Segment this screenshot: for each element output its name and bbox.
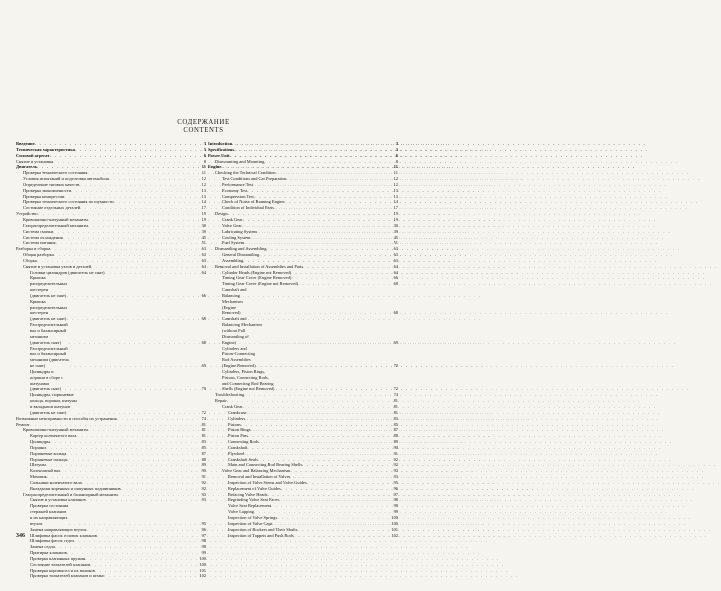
toc-entry-page: 81 xyxy=(393,398,398,404)
toc-entry-page: 63 xyxy=(393,257,398,263)
toc-entry-title: Inspection of Valve Springs xyxy=(228,515,278,520)
toc-entry-title: Test Conditions and Car Preparation xyxy=(222,176,287,182)
dot-leader xyxy=(254,310,388,316)
toc-entry-page: 102 xyxy=(199,573,206,579)
toc-entry-page: 14 xyxy=(393,199,398,205)
toc-entry-page: 45 xyxy=(201,234,206,240)
toc-entry-title: Замена седла xyxy=(30,544,55,550)
contents-heading-en: CONTENTS xyxy=(183,127,224,134)
toc-entry-page: 92 xyxy=(393,462,398,468)
toc-entry-ru[interactable] xyxy=(16,322,206,345)
toc-entry-page: 51 xyxy=(201,240,206,246)
toc-entry-page: 83 xyxy=(393,415,398,421)
toc-entry-page: 98 xyxy=(201,544,206,550)
toc-entry-title: Система питания xyxy=(23,240,56,246)
toc-entry-title: Снятие и установка клапанов xyxy=(30,497,86,503)
toc-entry-page: 64 xyxy=(201,263,206,269)
toc-entry-title: Dismounting and Mounting xyxy=(215,158,265,164)
toc-entry-page: 98 xyxy=(393,497,398,503)
page-number: 346 xyxy=(16,533,25,539)
toc-entry-title: Crankcase xyxy=(228,409,247,415)
toc-entry-title: Кривошипно-шатунный механизм xyxy=(23,216,88,222)
toc-entry-page: 92 xyxy=(393,456,398,462)
toc-entry-page: 3 xyxy=(203,146,206,152)
dot-leader xyxy=(262,340,388,346)
toc-entry-title: Introduction xyxy=(208,141,233,146)
toc-entry-page: 64 xyxy=(393,269,398,275)
toc-entry-page: 100 xyxy=(391,520,398,526)
toc-entry-page: 93 xyxy=(393,474,398,480)
toc-entry-page: 72 xyxy=(393,386,398,392)
toc-entry-title: Техническая характеристика xyxy=(16,146,75,152)
toc-entry-title: Inspection of Valve Caps xyxy=(228,520,273,526)
toc-entry-ru[interactable] xyxy=(16,503,206,526)
toc-entry-en[interactable] xyxy=(208,346,398,369)
toc-entry-title: Проверка состояния стержней клапанов и их направляющих втулок xyxy=(30,503,69,526)
toc-entry-title: Camshaft and Balancing Mechanism (Engine Removed) xyxy=(222,287,247,316)
toc-entry-page: 81 xyxy=(393,409,398,415)
toc-entry-title: Assembling xyxy=(222,257,244,263)
toc-entry-page: 68 xyxy=(393,281,398,287)
toc-entry-title: Compression Test xyxy=(222,193,254,199)
toc-entry-page: 19 xyxy=(201,211,206,217)
toc-entry-title: Газораспределительный и балансирный механизм xyxy=(23,491,118,497)
toc-entry-page: 64 xyxy=(393,263,398,269)
toc-entry-page: 98 xyxy=(201,538,206,544)
dot-leader xyxy=(69,340,196,346)
toc-entry-page: 39 xyxy=(201,228,206,234)
toc-entry-page: 3 xyxy=(395,141,398,146)
dot-leader xyxy=(86,497,196,503)
toc-entry-ru[interactable] xyxy=(16,369,206,392)
toc-entry-page: 3 xyxy=(203,141,206,146)
toc-entry-page: 81 xyxy=(393,403,398,409)
toc-entry-page: 14 xyxy=(201,199,206,205)
toc-entry-title: Flywheel xyxy=(228,450,245,456)
toc-entry-title: Двигатель xyxy=(16,164,38,170)
toc-entry-title: Проверка технического состояния по шумности xyxy=(23,199,114,205)
toc-entry-title: Крышка распределительных шестерен (двигатель не снят) xyxy=(30,275,68,298)
toc-entry-page: 91 xyxy=(201,474,206,480)
toc-entry-title: Сборка xyxy=(23,257,37,263)
toc-entry-page: 63 xyxy=(201,246,206,252)
toc-entry-title: Checking the Technical Condition xyxy=(215,170,276,176)
dot-leader xyxy=(298,281,388,287)
toc-column-english xyxy=(208,141,398,538)
toc-entry-page: 8 xyxy=(395,158,398,164)
toc-entry-title: Valve Lapping xyxy=(228,509,255,515)
toc-entry-page: 11 xyxy=(393,164,398,170)
toc-entry-page: 96 xyxy=(201,526,206,532)
toc-entry-title: Вкладыши коренных и шатунных подшипников xyxy=(30,485,121,491)
toc-entry-page: 101 xyxy=(199,567,206,573)
toc-entry-title: Check of Noise of Running Engine xyxy=(222,199,285,205)
dot-leader xyxy=(70,363,196,369)
toc-entry-title: Lubricating System xyxy=(222,228,257,234)
toc-entry-title: Проверка компрессии xyxy=(23,193,65,199)
toc-entry-page: 45 xyxy=(393,234,398,240)
toc-entry-page: 96 xyxy=(393,485,398,491)
toc-entry-page: 92 xyxy=(201,485,206,491)
toc-entry-page: 11 xyxy=(201,164,206,170)
toc-entry-page: 6 xyxy=(203,152,206,158)
toc-entry-page: 12 xyxy=(393,176,398,182)
toc-entry-page: 70 xyxy=(393,363,398,369)
toc-entry-title: Цилиндры и поршни в сборе с шатунами (двигатель снят) xyxy=(30,368,64,392)
toc-entry-page: 92 xyxy=(201,479,206,485)
toc-entry-page: 68 xyxy=(201,316,206,322)
toc-entry-page: 64 xyxy=(201,269,206,275)
toc-entry-title: Camshaft and Balancing Mechanism (without Full Dismantling of Engine) xyxy=(222,316,262,345)
toc-entry-title: Design xyxy=(215,211,228,217)
toc-entry-page: 3 xyxy=(395,146,398,152)
toc-entry-page: 69 xyxy=(201,363,206,369)
dot-leader xyxy=(65,386,196,392)
toc-entry-page: 95 xyxy=(201,520,206,526)
toc-entry-title: Fuel System xyxy=(222,240,245,246)
toc-entry-title: Removal and Installation of Valves xyxy=(228,474,291,480)
toc-entry-page: 30 xyxy=(393,222,398,228)
toc-entry-page: 17 xyxy=(393,205,398,211)
toc-entry-title: Inspection of Tappets and Push Rods xyxy=(228,532,294,538)
toc-entry-title: Распределительный вал и балансирный механизм (двигатель снят) xyxy=(30,322,68,345)
toc-entry-page: 74 xyxy=(393,392,398,398)
toc-entry-page: 69 xyxy=(393,339,398,345)
toc-entry-title: Cylinder Heads (Engine not Removed) xyxy=(222,269,292,275)
toc-entry-title: Проверка клапанных пружин xyxy=(30,555,86,561)
toc-entry-title: Connecting Rods xyxy=(228,439,259,445)
toc-entry-title: Проверка технического состояния xyxy=(23,170,88,176)
toc-entry-page: 68 xyxy=(393,310,398,316)
toc-entry-title: Картер коленчатого вала xyxy=(30,433,77,439)
toc-entry-title: General Dismantling xyxy=(222,252,260,258)
toc-entry-title: Состояние толкателей клапанов xyxy=(30,561,91,567)
toc-entry-title: Крышка распределительных шестерен (двигатель не снят) xyxy=(30,298,68,322)
toc-entry-page: 90 xyxy=(393,444,398,450)
toc-entry-page: 19 xyxy=(201,216,206,222)
toc-entry-page: 66 xyxy=(201,292,206,298)
toc-entry-title: Cylinders xyxy=(228,415,246,421)
toc-entry-page: 89 xyxy=(393,439,398,445)
toc-entry-title: Piston Pins xyxy=(228,433,248,439)
toc-entry-title: Cylinders and Piston-Connecting Rod Assemblies (Engine Removed) xyxy=(222,345,256,369)
toc-entry-page: 13 xyxy=(393,193,398,199)
toc-entry-page: 85 xyxy=(393,421,398,427)
toc-entry-ru[interactable] xyxy=(16,392,206,415)
toc-entry-page: 99 xyxy=(393,509,398,515)
toc-entry-title: Проверка коромысел и их валиков xyxy=(30,567,95,573)
toc-entry-title: Removal and Installation of Assemblies and Parts xyxy=(215,263,304,269)
dot-leader xyxy=(104,573,196,579)
toc-entry-page: 89 xyxy=(201,462,206,468)
toc-entry-title: Cylinders, Piston Rings, Pistons, Connecting Rods, and Connecting Rod Bearing Shells (Engine not Removed) xyxy=(222,368,275,392)
toc-entry-page: 63 xyxy=(393,246,398,252)
toc-entry-title: Снятие и установка xyxy=(16,158,54,164)
toc-column-russian xyxy=(16,141,206,579)
toc-entry-title: Main and Connecting Rod Bearing Shells xyxy=(228,462,303,468)
toc-entry-page: 72 xyxy=(201,409,206,415)
toc-entry-en[interactable] xyxy=(208,533,398,539)
toc-entry-title: Силовой агрегат xyxy=(16,152,50,158)
toc-entry-title: Crank Gear xyxy=(222,216,243,222)
toc-entry-title: Цилиндры xyxy=(30,439,51,445)
toc-entry-title: Timing Gear Cover (Engine not Removed) xyxy=(222,281,299,287)
toc-entry-page: 81 xyxy=(201,421,206,427)
toc-entry-page: 93 xyxy=(201,491,206,497)
toc-entry-page: 12 xyxy=(201,176,206,182)
toc-entry-title: Общая разборка xyxy=(23,252,54,258)
toc-entry-page: 97 xyxy=(201,532,206,538)
toc-entry-title: Поршневые пальцы xyxy=(30,456,68,462)
toc-entry-title: Replacement of Valve Guides xyxy=(228,485,281,491)
toc-entry-page: 100 xyxy=(199,561,206,567)
toc-entry-title: Condition of Individual Parts xyxy=(222,205,274,211)
toc-entry-title: Valve Seat Replacement xyxy=(228,503,272,509)
toc-entry-title: Crankshaft xyxy=(228,444,248,450)
toc-entry-title: Головки цилиндров (двигатель не снят) xyxy=(30,269,105,275)
toc-entry-title: Поршневые кольца xyxy=(30,450,67,456)
toc-entry-page: 81 xyxy=(201,427,206,433)
dot-leader xyxy=(294,533,388,539)
toc-entry-title: Притирка клапанов xyxy=(30,550,67,556)
toc-entry-page: 91 xyxy=(393,450,398,456)
toc-entry-title: Снятие и установка узлов и деталей xyxy=(23,263,92,269)
toc-entry-title: Разборка и сборка xyxy=(16,246,51,252)
toc-entry-title: Маховик xyxy=(30,474,47,480)
toc-entry-title: Refacing Valve Heads xyxy=(228,491,268,497)
toc-entry-title: Шлифовка фасок головок клапанов xyxy=(30,532,97,538)
toc-entry-title: Условия испытаний и подготовка автомобиля xyxy=(23,176,109,182)
toc-entry-page: 8 xyxy=(203,158,206,164)
toc-entry-title: Crankshaft Seals xyxy=(228,456,258,462)
toc-entry-title: Crank Gear xyxy=(222,403,243,409)
toc-entry-page: 87 xyxy=(393,427,398,433)
toc-entry-page: 70 xyxy=(201,386,206,392)
toc-entry-title: Система охлаждения xyxy=(23,234,63,240)
toc-entry-title: Введение xyxy=(16,141,35,146)
toc-entry-page: 11 xyxy=(393,170,398,176)
toc-entry-page: 100 xyxy=(391,515,398,520)
toc-entry-title: Сальники коленчатого вала xyxy=(30,479,82,485)
toc-entry-title: Кривошипно-шатунный механизм xyxy=(23,427,88,433)
toc-entry-page: 66 xyxy=(393,275,398,281)
toc-entry-page: 13 xyxy=(201,187,206,193)
toc-entry-title: Valve Gear and Balancing Mechanism xyxy=(222,468,291,474)
toc-entry-page: 51 xyxy=(393,240,398,246)
toc-entry-title: Inspection of Rockers and Their Shafts xyxy=(228,526,298,532)
toc-entry-page: 13 xyxy=(393,187,398,193)
toc-entry-page: 97 xyxy=(393,491,398,497)
toc-entry-title: Система смазки xyxy=(23,228,54,234)
toc-entry-title: Cooling System xyxy=(222,234,251,240)
toc-entry-page: 63 xyxy=(393,252,398,258)
toc-entry-title: Распределительный вал и балансирный механизм (двигатель не снят) xyxy=(30,345,70,369)
toc-entry-page: 39 xyxy=(393,228,398,234)
dot-leader xyxy=(260,363,388,369)
toc-entry-page: 6 xyxy=(395,152,398,158)
toc-entry-en[interactable] xyxy=(208,316,398,345)
dot-leader xyxy=(105,270,196,276)
toc-entry-title: Pistons xyxy=(228,421,241,427)
toc-entry-page: 102 xyxy=(391,532,398,538)
toc-entry-title: Проверка экономичности xyxy=(23,187,72,193)
toc-entry-page: 12 xyxy=(201,181,206,187)
dot-leader xyxy=(67,316,196,322)
toc-entry-title: Timing Gear Cover (Engine Removed) xyxy=(222,275,292,281)
toc-entry-page: 93 xyxy=(393,468,398,474)
toc-entry-page: 95 xyxy=(393,479,398,485)
dot-leader xyxy=(67,293,196,299)
toc-entry-title: Проверка толкателей клапанов и штанг xyxy=(30,573,105,579)
toc-entry-ru[interactable] xyxy=(16,275,206,298)
toc-entry-title: Ремонт xyxy=(16,421,30,427)
toc-entry-page: 90 xyxy=(201,468,206,474)
toc-entry-title: Шатуны xyxy=(30,462,46,468)
toc-entry-title: Возможные неисправности и способы их устранения xyxy=(16,415,117,421)
toc-entry-title: Поршни xyxy=(30,444,46,450)
contents-heading-ru: СОДЕРЖАНИЕ xyxy=(177,119,230,126)
toc-entry-page: 19 xyxy=(393,216,398,222)
toc-entry-page: 101 xyxy=(391,526,398,532)
toc-entry-title: Troubleshooting xyxy=(215,392,245,398)
toc-entry-page: 12 xyxy=(393,181,398,187)
toc-entry-page: 87 xyxy=(201,450,206,456)
toc-entry-title: Valve Gear xyxy=(222,222,242,228)
toc-entry-title: Шлифовка фасок седел xyxy=(30,538,75,544)
toc-entry-page: 68 xyxy=(201,339,206,345)
toc-entry-title: Замена направляющих втулок xyxy=(30,526,87,532)
toc-entry-title: Газораспределительный механизм xyxy=(23,222,88,228)
toc-entry-title: Economy Test xyxy=(222,187,248,193)
toc-entry-page: 85 xyxy=(201,444,206,450)
toc-entry-page: 83 xyxy=(201,439,206,445)
toc-entry-title: Определение тяговых качеств xyxy=(23,181,80,187)
toc-entry-page: 13 xyxy=(201,193,206,199)
toc-entry-page: 88 xyxy=(201,456,206,462)
toc-entry-ru[interactable] xyxy=(16,346,206,369)
toc-entry-page: 17 xyxy=(201,205,206,211)
toc-entry-page: 88 xyxy=(393,433,398,439)
toc-entry-page: 93 xyxy=(201,497,206,503)
toc-entry-ru[interactable] xyxy=(16,573,206,579)
toc-entry-page: 11 xyxy=(201,170,206,176)
toc-entry-title: Piston Rings xyxy=(228,427,251,433)
toc-entry-title: Inspection of Valve Stems and Valve Guides xyxy=(228,479,307,485)
toc-entry-ru[interactable] xyxy=(16,299,206,322)
toc-entry-en[interactable] xyxy=(208,369,398,392)
toc-entry-page: 99 xyxy=(201,550,206,556)
toc-entry-page: 63 xyxy=(201,252,206,258)
toc-entry-en[interactable] xyxy=(208,287,398,316)
toc-entry-page: 19 xyxy=(393,211,398,217)
toc-entry-title: Цилиндры, поршневые кольца, поршни, шатуны и вкладыши шатунов (двигатель не снят) xyxy=(30,392,77,415)
toc-entry-title: Performance Test xyxy=(222,181,254,187)
toc-entry-title: Specifications xyxy=(208,146,235,152)
toc-entry-title: Engine xyxy=(208,164,222,170)
toc-entry-title: Dismantling and Assembling xyxy=(215,246,267,252)
toc-entry-title: Regrinding Valve Seat Faces xyxy=(228,497,280,503)
toc-entry-page: 30 xyxy=(201,222,206,228)
toc-entry-title: Power Unit xyxy=(208,152,230,158)
toc-entry-page: 74 xyxy=(201,415,206,421)
toc-entry-page: 81 xyxy=(201,433,206,439)
toc-entry-title: Коленчатый вал xyxy=(30,468,61,474)
toc-entry-title: Состояние отдельных деталей xyxy=(23,205,81,211)
toc-entry-page: 100 xyxy=(199,555,206,561)
toc-entry-title: Repair xyxy=(215,398,227,404)
toc-entry-page: 98 xyxy=(393,503,398,509)
toc-entry-page: 63 xyxy=(201,257,206,263)
toc-entry-title: Устройство xyxy=(16,211,38,217)
